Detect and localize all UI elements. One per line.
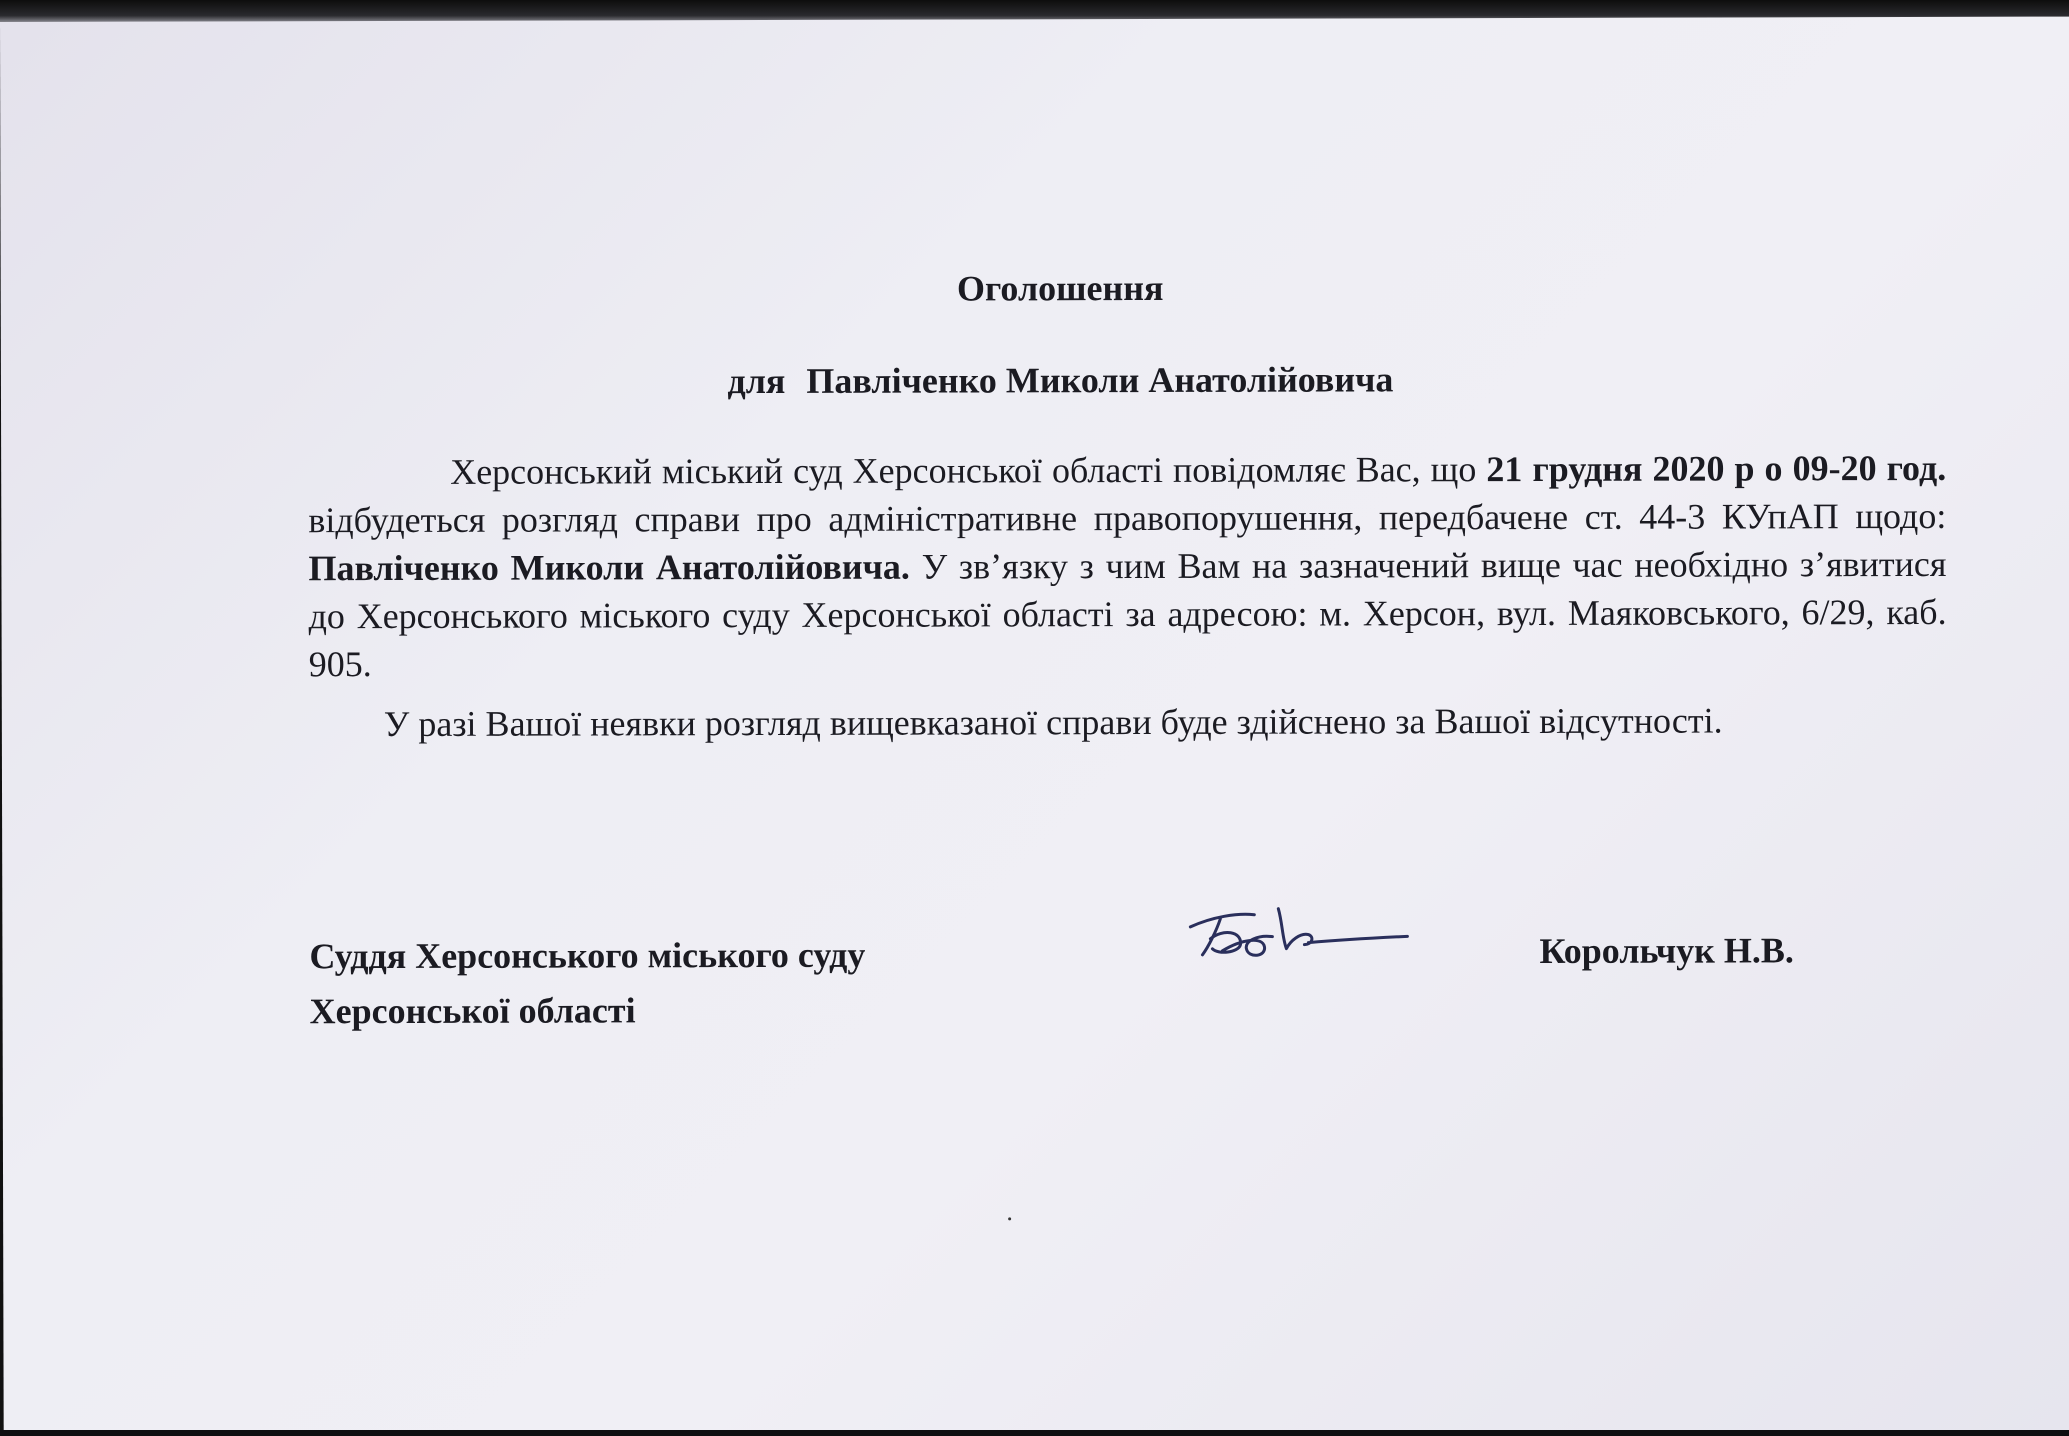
- paragraph-absence: У разі Вашої неявки розгляд вищевказаної справи буде здійснено за Вашої відсутності.: [383, 700, 1723, 744]
- paragraph-notice: [308, 444, 1947, 688]
- judge-title-line1: Суддя Херсонського міського суду: [309, 934, 866, 977]
- subtitle-name: Павліченко Миколи Анатолійовича: [806, 359, 1394, 401]
- judge-title-line2: Херсонської області: [309, 990, 636, 1032]
- paragraph-notice-part2: відбудеться розгляд справи про адміністративне правопорушення, передбачене ст. 44-3 КУпАП щодо:: [308, 495, 1947, 541]
- subtitle-prefix: для: [727, 360, 786, 402]
- hearing-date: 21 грудня 2020 р о 09-20 год.: [1486, 447, 1947, 490]
- judge-name: Корольчук Н.В.: [1539, 930, 1794, 971]
- paragraph-notice-part1: Херсонський міський суд Херсонської області повідомляє Вас, що: [450, 449, 1487, 492]
- document-subtitle: [1, 357, 2069, 404]
- paragraph-notice-part3: У зв’язку з чим Вам на зазначений вище час необхідно з’явитися до Херсонського міського суду Херсонської області за адресою: м. Херсон, вул. Маяковського, 6/29, каб. 905.: [308, 543, 1947, 685]
- handwritten-signature: [1182, 888, 1412, 969]
- document-body: [308, 444, 1947, 748]
- paper-sheet: [0, 17, 2069, 1436]
- document-title: Оголошення: [956, 267, 1164, 309]
- defendant-name: Павліченко Миколи Анатолійовича.: [308, 546, 910, 589]
- paper-speck: [1008, 1217, 1011, 1220]
- background-bottom-edge: [0, 1430, 2069, 1436]
- judge-title: [309, 928, 865, 1039]
